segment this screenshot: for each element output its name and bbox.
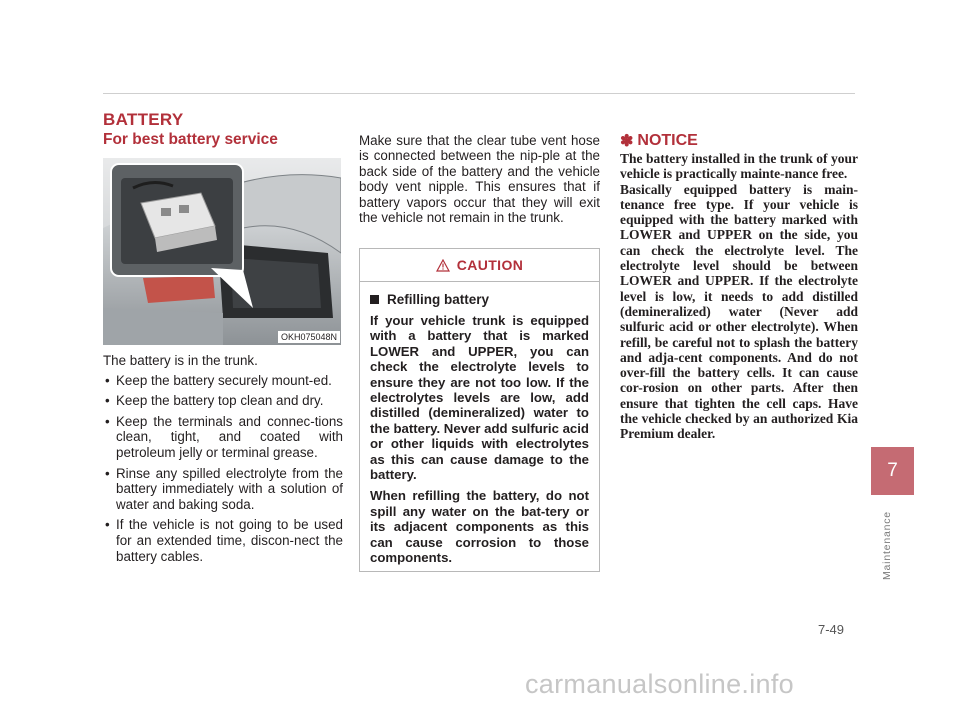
figure-code: OKH075048N <box>278 331 340 343</box>
list-item: • Rinse any spilled electrolyte from the battery immediately with a solution of water and baking soda. <box>103 466 343 513</box>
section-title: BATTERY <box>103 110 184 129</box>
notice-title-text: NOTICE <box>637 132 698 149</box>
notice-paragraph: The battery installed in the trunk of your vehicle is practically mainte-nance free. <box>620 151 858 182</box>
top-rule <box>103 93 855 94</box>
vent-hose-paragraph: Make sure that the clear tube vent hose is connected between the nip-ple at the back side of the battery and the vehicle body vent nipple. This ensures that if battery vapors occur that they will exit the vehicle not remain in the trunk. <box>359 133 600 226</box>
notice-title <box>620 131 698 151</box>
chapter-label <box>872 506 900 586</box>
notice-star-icon: ✽ <box>620 133 634 150</box>
car-trunk-illustration <box>103 158 341 345</box>
subsection-title: For best battery service <box>103 131 278 148</box>
square-bullet-icon <box>370 295 379 304</box>
caution-box <box>359 248 600 572</box>
chapter-tab: 7 <box>871 447 914 495</box>
list-item: • Keep the battery securely mount-ed. <box>103 373 343 389</box>
caution-body <box>370 313 589 566</box>
battery-care-list <box>103 373 343 565</box>
caution-subtitle-text: Refilling battery <box>387 292 490 307</box>
watermark: carmanualsonline.info <box>525 669 794 699</box>
list-item: • Keep the terminals and connec-tions clean, tight, and coated with petroleum jelly or terminal grease. <box>103 414 343 461</box>
caution-title: CAUTION <box>456 257 524 273</box>
notice-paragraph: Basically equipped battery is main-tenance free type. If your vehicle is equipped with the battery marked with LOWER and UPPER on the side, you can check the electrolyte level. The electrolyte level should be between LOWER and UPPER. If the electrolyte level is low, it needs to add distilled (demineralized) water (Never add sulfuric acid or other electrolyte). When refill, be careful not to splash the battery and adja-cent components. And do not over-fill the battery cells. It can cause cor-rosion on other parts. After then ensure that tighten the cell caps. Have the vehicle checked by an authorized Kia Premium dealer. <box>620 181 858 442</box>
caution-paragraph: If your vehicle trunk is equipped with a battery that is marked LOWER and UPPER, you can check the electrolyte levels to ensure they are not too low. If the electrolytes levels are low, add distilled (demineralized) water to the battery. Never add sulfuric acid or other liquids with electrolytes as this can cause damage to the battery. <box>370 313 589 483</box>
caution-paragraph: When refilling the battery, do not spill any water on the bat-tery or its adjacent components as this can cause corrosion to those components. <box>370 488 589 566</box>
left-column <box>103 353 343 569</box>
caution-subtitle <box>370 292 589 307</box>
battery-trunk-figure <box>103 158 341 345</box>
battery-location-text: The battery is in the trunk. <box>103 353 258 368</box>
list-item: • Keep the battery top clean and dry. <box>103 393 343 409</box>
list-item: • If the vehicle is not going to be used for an extended time, discon-nect the battery cables. <box>103 517 343 564</box>
warning-triangle-icon <box>436 259 450 272</box>
notice-body <box>620 151 858 442</box>
caution-header <box>360 249 599 282</box>
page-number: 7-49 <box>818 622 845 637</box>
chapter-label-text: Maintenance <box>881 511 893 580</box>
